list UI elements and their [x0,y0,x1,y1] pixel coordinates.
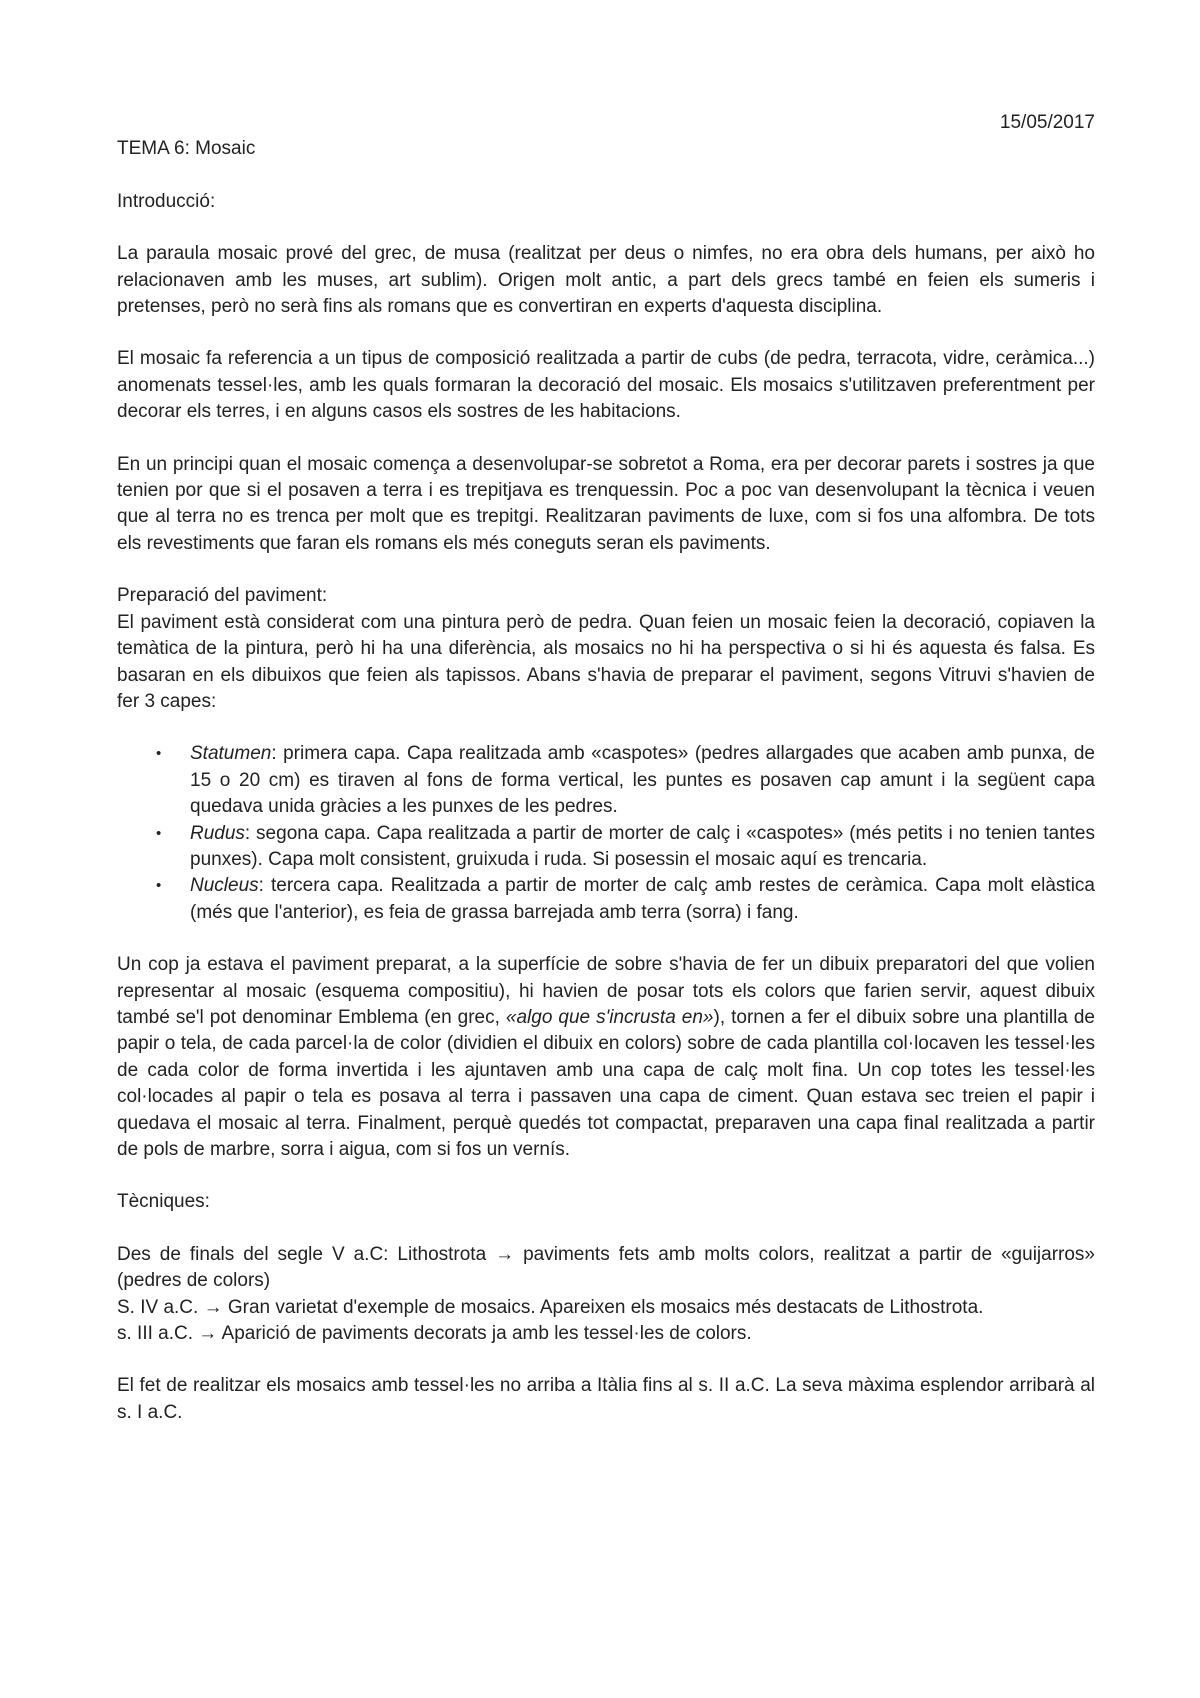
intro-heading: Introducció: [117,190,216,212]
preparation-paragraph-1: El paviment està considerat com una pintura però de pedra. Quan feien un mosaic feien la decoració, copiaven la temàtica de la pintura, però hi ha una diferència, als mosaics no hi ha perspectiva o si hi és aquesta és falsa. Es basaran en els dibuixos que feien als tapissos. Abans s'havia de preparar el paviment, segons Vitruvi s'havien de fer 3 capes: [117,611,1095,712]
list-item-rudus [117,821,1095,874]
technique-line: s. III a.C. → Aparició de paviments decorats ja amb les tessel·les de colors. [117,1323,752,1345]
layer-text: : segona capa. Capa realitzada a partir de morter de calç i «caspotes» (més petits i no tenien tantes punxes). Capa molt consistent, gruixuda i ruda. Si posessin el mosaic aquí es trencaria. [190,822,1095,870]
bullet-icon: • [156,745,162,763]
bullet-icon: • [156,824,162,842]
techniques-timeline [117,1242,1095,1348]
list-item-nucleus [117,873,1095,926]
preparation-heading: Preparació del paviment: [117,585,328,607]
intro-paragraph-3: En un principi quan el mosaic comença a desenvolupar-se sobretot a Roma, era per decorar parets i sostres ja que tenien por que si el posaven a terra i es trepitjava es trenquessin. Poc a poc van desenvolupant la tècnica i veuen que al terra no es trenca per molt que es trepitgi. Realitzaran paviments de luxe, com si fos una alfombra. De tots els revestiments que faran els romans els més coneguts seran els paviments. [117,453,1095,554]
paragraph-text: ), tornen a fer el dibuix sobre una plantilla de papir o tela, de cada parcel·la de color (dividien el dibuix en colors) sobre de cada plantilla col·locaven les tessel·les de cada color de forma invertida i les ajuntaven amb una capa de calç molt fina. Un cop totes les tessel·les col·locades al papir o tela es posava al terra i passaven una capa de ciment. Quan estava sec treien el papir i quedava el mosaic al terra. Finalment, perquè quedés tot compactat, preparaven una capa final realitzada a partir de pols de marbre, sorra i aigua, com si fos un vernís. [117,1006,1096,1160]
technique-line: S. IV a.C. → Gran varietat d'exemple de mosaics. Apareixen els mosaics més destacats de Lithostrota. [117,1296,984,1318]
layer-term: Statumen [190,743,272,765]
preparation-paragraph-2 [117,952,1095,1163]
layers-list [117,741,1095,926]
layer-term: Nucleus [190,875,259,897]
paragraph-text: Un cop ja estava el paviment preparat, a la superfície de sobre s'havia de fer un dibuix preparatori del que volien representar al mosaic (esquema compositiu), hi havien de posar tots els colors que farien servir, aquest dibuix també se'l pot denominar Emblema (en grec, [117,954,1095,1028]
bullet-icon: • [156,877,162,895]
techniques-final-paragraph: El fet de realitzar els mosaics amb tessel·les no arriba a Itàlia fins al s. II a.C. La seva màxima esplendor arribarà al s. I a.C. [117,1375,1095,1423]
list-item-statumen [117,741,1095,820]
layer-text: : primera capa. Capa realitzada amb «caspotes» (pedres allargades que acaben amb punxa, de 15 o 20 cm) es tiraven al fons de forma vertical, les puntes es posaven cap amunt i la següent capa quedava unida gràcies a les punxes de les pedres. [190,743,1095,818]
layer-term: Rudus [190,822,245,844]
technique-line: Des de finals del segle V a.C: Lithostrota → paviments fets amb molts colors, realitzat a partir de «guijarros» (pedres de colors) [117,1243,1095,1292]
intro-paragraph-2: El mosaic fa referencia a un tipus de composició realitzada a partir de cubs (de pedra, terracota, vidre, ceràmica...) anomenats tessel·les, amb les quals formaran la decoració del mosaic. Els mosaics s'utilitzaven preferentment per decorar els terres, i en alguns casos els sostres de les habitacions. [117,348,1095,423]
document-date: 15/05/2017 [999,112,1095,133]
techniques-heading: Tècniques: [117,1191,210,1213]
layer-text: : tercera capa. Realitzada a partir de morter de calç amb restes de ceràmica. Capa molt elàstica (més que l'anterior), es feia de grassa barrejada amb terra (sorra) i fang. [190,875,1095,923]
intro-paragraph-1: La paraula mosaic prové del grec, de musa (realitzat per deus o nimfes, no era obra dels humans, per això ho relacionaven amb les muses, art sublim). Origen molt antic, a part dels grecs també en feien els sumeris i pretenses, però no serà fins als romans que es convertiran en experts d'aquesta disciplina. [117,243,1095,318]
emphasis-quote: «algo que s'incrusta en» [505,1006,714,1028]
document-title: TEMA 6: Mosaic [117,138,256,160]
